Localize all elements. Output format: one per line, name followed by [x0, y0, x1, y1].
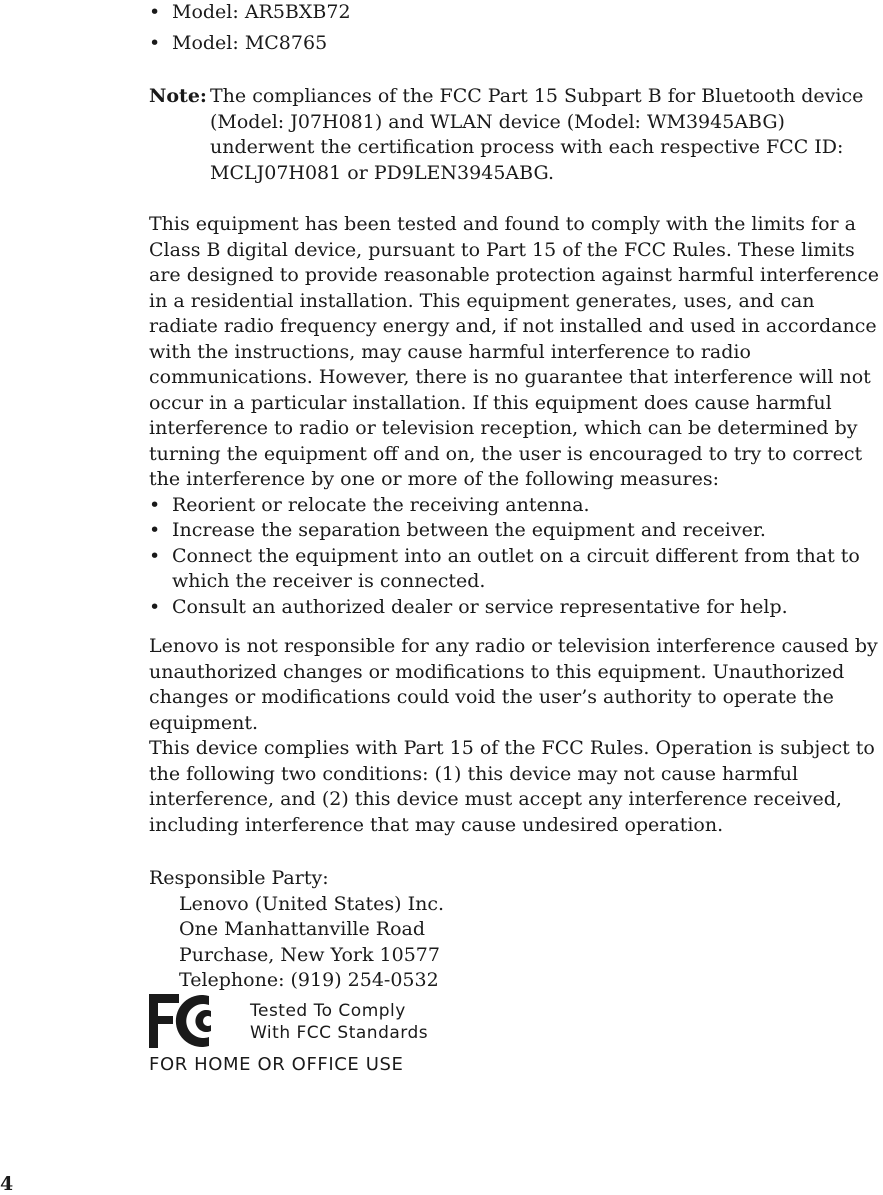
note-block [149, 84, 883, 186]
measure-item [149, 518, 883, 544]
model-item [149, 0, 883, 26]
bullet-glyph: • [149, 544, 161, 567]
equipment-paragraph: This equipment has been tested and found to comply with the limits for a Class B digital device, pursuant to Part 15 of the FCC Rules. These limits are designed to provide reasonable protection against harmful interference in a residential installation. This equipment generates, uses, and can radiate radio frequency energy and, if not installed and used in accordance with the instructions, may cause harmful interference to radio communications. However, there is no guarantee that interference will not occur in a particular installation. If this equipment does cause harmful interference to radio or television reception, which can be determined by turning the equipment off and on, the user is encouraged to try to correct the interference by one or more of the following measures: [149, 213, 879, 490]
bullet-glyph: • [149, 1, 161, 23]
lenovo-paragraph: Lenovo is not responsible for any radio or television interference caused by unauthorized changes or modifications to this equipment. Unauthorized changes or modifications could void the user’s authority to operate the equipment. [149, 635, 878, 734]
bullet-glyph: • [149, 493, 161, 516]
responsible-party-line: One Manhattanville Road [179, 918, 425, 940]
measure-text: Consult an authorized dealer or service representative for help. [172, 595, 788, 618]
model-text: Model: MC8765 [172, 31, 328, 54]
measure-item [149, 544, 883, 595]
responsible-party-line: Purchase, New York 10577 [179, 943, 440, 966]
bullet-glyph: • [149, 519, 161, 541]
model-item [149, 31, 883, 57]
fcc-tested-line: With FCC Standards [250, 1023, 429, 1043]
complies-paragraph: This device complies with Part 15 of the FCC Rules. Operation is subject to the following two conditions: (1) this device may not cause harmful interference, and (2) this device must accept any interference received, including interference that may cause undesired operation. [149, 737, 875, 836]
note-text: The compliances of the FCC Part 15 Subpart B for Bluetooth device (Model: J07H081) and WLAN device (Model: WM3945ABG) underwent the certification process with each respective FCC ID: MCLJ07H081 or PD9LEN3945ABG. [210, 85, 864, 184]
fcc-tested-line: Tested To Comply [250, 1001, 406, 1021]
page-number: 4 [0, 1173, 14, 1195]
fcc-compliance-mark [149, 990, 449, 1080]
model-text: Model: AR5BXB72 [172, 1, 351, 23]
measure-text: Reorient or relocate the receiving antenna. [172, 493, 590, 516]
bullet-glyph: • [149, 31, 161, 54]
measure-text: Increase the separation between the equipment and receiver. [172, 519, 766, 541]
fcc-home-office-text: FOR HOME OR OFFICE USE [149, 1054, 404, 1075]
measure-text: Connect the equipment into an outlet on a circuit different from that to which the receiver is connected. [172, 544, 860, 592]
document-body [149, 0, 883, 994]
responsible-party-line: Lenovo (United States) Inc. [179, 892, 445, 915]
fcc-tested-text [250, 1000, 428, 1044]
fcc-logo-icon [149, 992, 227, 1050]
bullet-glyph: • [149, 595, 161, 618]
responsible-party-line: Telephone: (919) 254-0532 [179, 969, 439, 991]
note-label: Note: [149, 85, 207, 107]
measure-item [149, 493, 883, 519]
responsible-party-label: Responsible Party: [149, 867, 329, 889]
measure-item [149, 595, 883, 621]
